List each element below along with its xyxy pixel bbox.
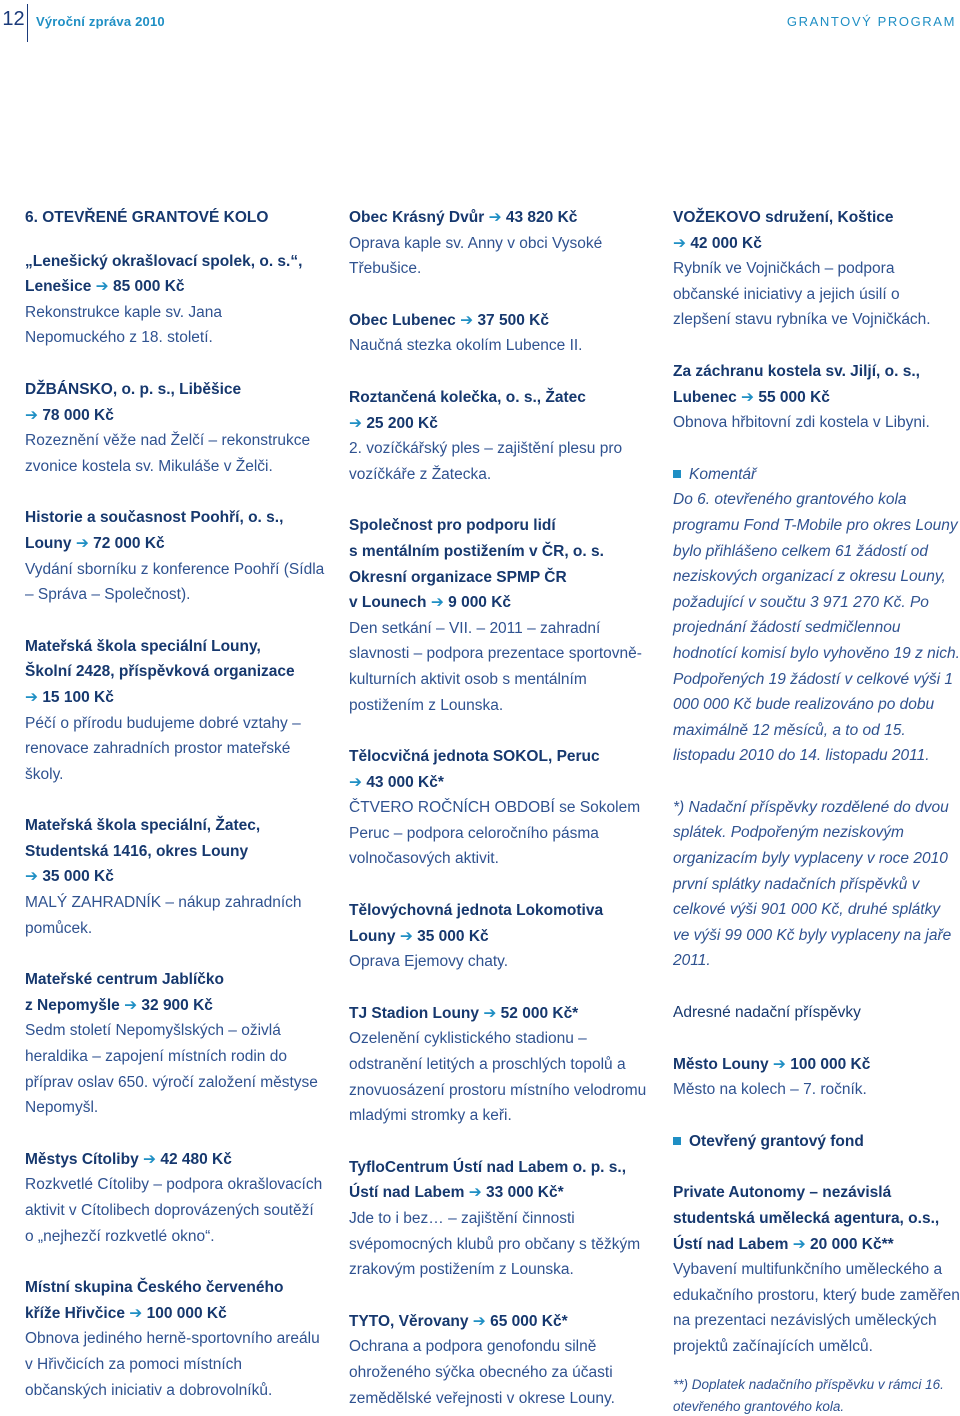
grant-amount: 43 820 Kč [505,209,578,226]
org-name: TYTO, Věrovany [349,1312,469,1330]
grant-amount: 35 000 Kč [417,927,489,945]
grant-entry [349,1001,649,1129]
org-name-line: Školní 2428, příspěvková organizace [25,663,295,681]
grant-entry [349,898,649,975]
arrow-icon: ➔ [25,868,38,886]
arrow-icon: ➔ [143,1150,157,1168]
grant-amount: 42 480 Kč [160,1150,232,1168]
grant-description: ČTVERO ROČNÍCH OBDOBÍ se Sokolem Peruc – podpora celoročního pásma volnočasových aktivit. [349,799,641,868]
grant-description: Den setkání – VII. – 2011 – zahradní slavnosti – podpora prezentace sportovně-kulturních aktivit osob s mentálním postižením z Lounska. [349,619,642,714]
arrow-icon: ➔ [772,1055,786,1073]
org-name: Za záchranu kostela sv. Jiljí, o. s., [673,362,920,380]
grant-amount: 52 000 Kč* [500,1004,579,1022]
grant-amount: 15 100 Kč [42,688,114,706]
arrow-icon: ➔ [483,1004,497,1022]
arrow-icon: ➔ [741,388,755,406]
installment-note [673,795,960,974]
grant-entry [349,1155,649,1283]
grant-entry [25,967,325,1121]
grant-description: Ozelenění cyklistického stadionu – odstranění letitých a proschlých topolů a znovuosázení prostoru místního velodromu mladými stromky a keři. [349,1030,647,1125]
org-name: TJ Stadion Louny [349,1004,480,1022]
grant-amount: 32 900 Kč [141,996,213,1014]
grant-description: 2. vozíčkářský ples – zajištění plesu pro vozíčkáře z Žatecka. [349,440,623,483]
grant-entry [349,308,649,359]
installment-note-text: *) Nadační příspěvky rozdělené do dvou splátek. Podpořeným neziskovým organizacím byly vyplaceny v roce 2010 první splátky nadačních příspěvků v celkové výši 901 000 Kč, druhé splátky ve výši 99 000 Kč byly vyplaceny na jaře 2011. [673,798,952,970]
grant-amount: 20 000 Kč** [810,1235,894,1253]
grant-description: Oprava Ejemovy chaty. [349,953,509,971]
grant-description: Město na kolech – 7. ročník. [673,1081,867,1099]
grant-description: Obnova jediného herně-sportovního areálu v Hřivčicích za pomoci místních občanských iniciativ a dobrovolníků. [25,1330,320,1399]
grant-amount: 55 000 Kč [758,388,830,406]
grant-entry [25,1275,325,1403]
grant-description: Rekonstrukce kaple sv. Jana Nepomuckého z 18. století. [25,303,223,347]
org-name-line: Mateřská škola speciální Louny, [25,637,261,655]
arrow-icon: ➔ [124,996,138,1014]
grant-amount: 100 000 Kč [790,1055,871,1073]
org-name-line: TyfloCentrum Ústí nad Labem o. p. s., [349,1158,627,1176]
column-2 [349,205,649,1416]
grant-amount: 9 000 Kč [448,594,512,612]
org-name-line: Mateřské centrum Jablíčko [25,971,225,989]
arrow-icon: ➔ [349,414,362,432]
org-place: Lubenec [673,388,737,406]
grant-description: Rozkvetlé Cítoliby – podpora okrašlovacích aktivit v Cítolibech doprovázených soutěží o „nejhezčí rozkvetlé okno“. [25,1176,323,1245]
grant-description: Rozeznění věže nad Želčí – rekonstrukce zvonice kostela sv. Mikuláše v Želči. [25,432,311,475]
grant-entry [25,634,325,788]
org-name: DŽBÁNSKO, o. p. s., Liběšice [25,380,242,398]
arrow-icon: ➔ [430,594,444,612]
grant-description: Jde to i bez… – zajištění činnosti svépomocných klubů pro občany s těžkým zrakovým postižením z Lounska. [349,1210,641,1279]
arrow-icon: ➔ [792,1235,806,1253]
grant-description: Péčí o přírodu budujeme dobré vztahy – renovace zahradních prostor mateřské školy. [25,714,301,783]
arrow-icon: ➔ [129,1304,143,1322]
header-divider [27,4,28,42]
arrow-icon: ➔ [75,534,89,552]
grant-entry [25,505,325,607]
section-title: GRANTOVÝ PROGRAM [786,14,956,29]
bullet-square-icon [673,1137,681,1145]
bullet-square-icon [673,470,681,478]
grant-amount: 33 000 Kč* [486,1184,564,1202]
org-name: „Lenešický okrašlovací spolek, o. s.“, [25,252,303,270]
comment-block [673,462,960,769]
org-name-line: studentská umělecká agentura, o.s., [673,1210,940,1227]
grant-description: Vydání sborníku z konference Poohří (Sídla – Správa – Společnost). [25,560,325,604]
comment-title: Komentář [689,465,757,483]
addressed-contributions-heading: Adresné nadační příspěvky [673,1004,861,1022]
report-title: Výroční zpráva 2010 [36,14,165,29]
grant-entry [349,385,649,487]
arrow-icon: ➔ [488,209,502,226]
arrow-icon: ➔ [95,278,109,296]
grant-entry [25,813,325,941]
grant-description: Obnova hřbitovní zdi kostela v Libyni. [673,414,930,432]
org-name: Městys Cítoliby [25,1150,139,1168]
open-fund-heading: Otevřený grantový fond [689,1132,864,1150]
arrow-icon: ➔ [468,1184,482,1202]
grant-amount: 35 000 Kč [42,868,114,886]
grant-description: Naučná stezka okolím Lubence II. [349,337,583,355]
grant-amount: 42 000 Kč [690,234,762,252]
arrow-icon: ➔ [25,688,38,706]
grant-description: Sedm století Nepomyšlských – oživlá heraldika – zapojení místních rodin do příprav oslav 650. výročí založení městyse Nepomyšl. [25,1022,318,1117]
org-name-line: Private Autonomy – nezávislá [673,1184,892,1202]
grant-amount: 25 200 Kč [366,414,438,432]
grant-amount: 72 000 Kč [93,534,165,552]
page-number: 12 [2,8,25,30]
org-name: Obec Krásný Dvůr [349,209,485,226]
grant-entry [673,359,960,436]
arrow-icon: ➔ [673,234,686,252]
grant-entry [25,377,325,479]
org-place: Louny [25,534,72,552]
arrow-icon: ➔ [460,311,474,329]
org-name-line: Společnost pro podporu lidí [349,517,556,535]
org-name-line: Studentská 1416, okres Louny [25,842,249,860]
org-name: Město Louny [673,1055,769,1073]
arrow-icon: ➔ [349,773,362,791]
org-name-line: Ústí nad Labem [673,1235,789,1253]
grant-entry [673,205,960,333]
grant-amount: 85 000 Kč [112,278,185,296]
org-name-line: s mentálním postižením v ČR, o. s. [349,542,604,560]
grant-entry [25,249,325,351]
org-name: Roztančená kolečka, o. s., Žatec [349,388,586,406]
grant-amount: 43 000 Kč* [366,773,444,791]
org-name: Obec Lubenec [349,311,456,329]
org-name-line: z Nepomyšle [25,996,120,1014]
org-name-line: kříže Hřivčice [25,1304,125,1322]
arrow-icon: ➔ [399,927,413,945]
grant-entry [673,1052,960,1103]
org-name-line: Ústí nad Labem [349,1184,465,1202]
grant-description: Rybník ve Vojničkách – podpora občanské iniciativy a jejich úsilí o zlepšení stavu rybníka ve Vojničkách. [673,260,931,329]
org-name-line: Mateřská škola speciální, Žatec, [25,817,261,835]
grant-description: Oprava kaple sv. Anny v obci Vysoké Třebušice. [349,234,603,278]
grant-description: Vybavení multifunkčního uměleckého a edukačního prostoru, který bude zaměřen na prezentaci nezávislých uměleckých projektů začínajících umělců. [673,1261,960,1355]
grant-amount: 37 500 Kč [477,311,549,329]
grant-entry [349,205,649,282]
grant-amount: 78 000 Kč [42,406,114,424]
grant-description: MALÝ ZAHRADNÍK – nákup zahradních pomůcek. [25,894,302,937]
grant-amount: 100 000 Kč [146,1304,227,1322]
column-3 [673,205,960,1416]
grant-amount: 65 000 Kč* [490,1312,568,1330]
org-name: Tělocvičná jednota SOKOL, Peruc [349,748,600,766]
page-header [0,0,960,44]
grant-entry [25,1147,325,1249]
grant-entry [349,744,649,872]
grant-entry [349,1309,649,1411]
grant-entry [673,1180,960,1359]
arrow-icon: ➔ [25,406,38,424]
org-name-line: Místní skupina Českého červeného [25,1279,284,1297]
org-place: Lenešice [25,278,92,296]
section-heading: 6. OTEVŘENÉ GRANTOVÉ KOLO [25,209,269,226]
grant-description: Ochrana a podpora genofondu silně ohroženého sýčka obecného za účasti zemědělské veřejnosti v okrese Louny. [349,1338,615,1407]
grant-entry [349,513,649,718]
org-name-line: v Lounech [349,594,427,612]
arrow-icon: ➔ [472,1312,486,1330]
column-1 [25,205,325,1416]
org-name: VOŽEKOVO sdružení, Koštice [673,209,894,226]
comment-text: Do 6. otevřeného grantového kola programu Fond T-Mobile pro okres Louny bylo přihlášeno celkem 61 žádostí od neziskových organizací z okresu Louny, požadující v součtu 3 971 270 Kč. Po projednání žádostí sedmičlennou hodnotící komisí bylo vyhověno 19 z nich. Podpořených 19 žádostí v celkové výši 1 000 000 Kč bude realizováno po dobu maximálně 12 měsíců, a to od 15. listopadu 2010 do 14. listopadu 2011. [673,491,960,765]
org-name-line: Okresní organizace SPMP ČR [349,568,567,586]
footnote: **) Doplatek nadačního příspěvku v rámci 16. otevřeného grantového kola. [673,1376,944,1414]
org-name-line: Louny [349,927,396,945]
org-name-line: Tělovýchovná jednota Lokomotiva [349,902,604,920]
org-name: Historie a současnost Poohří, o. s., [25,509,284,527]
